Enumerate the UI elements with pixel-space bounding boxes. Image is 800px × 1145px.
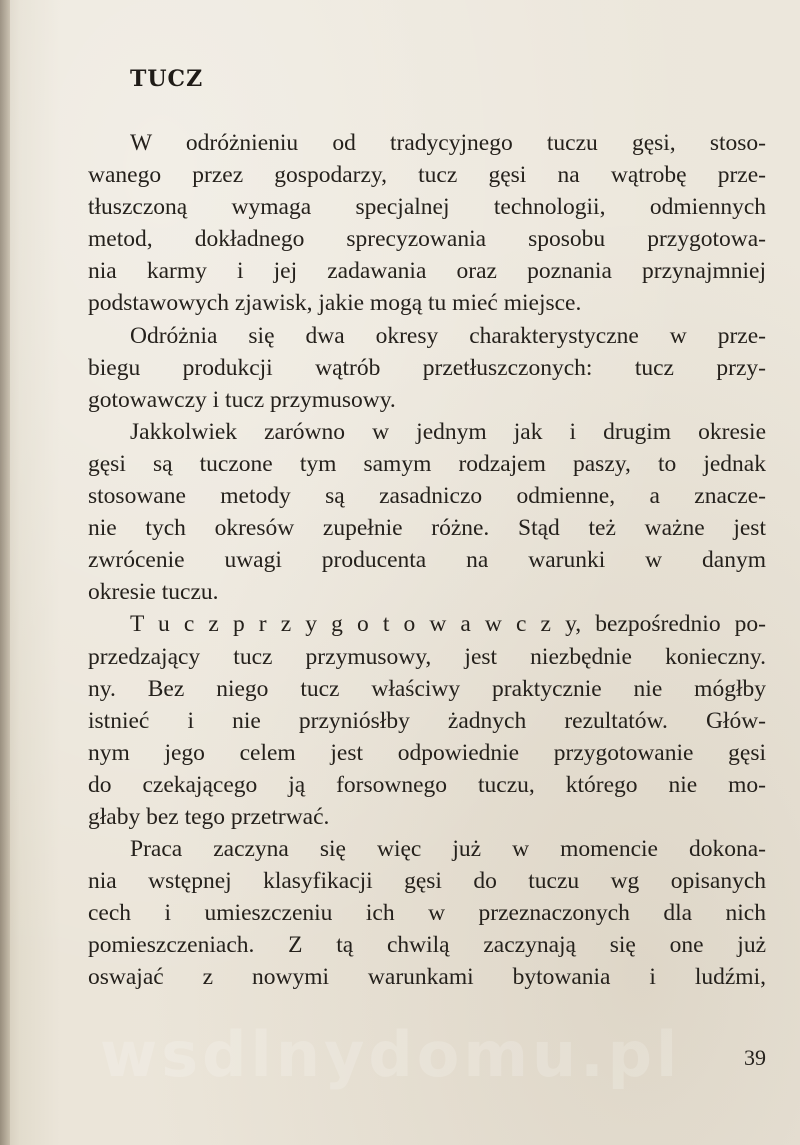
watermark: wsdlnydomu.pl — [100, 1018, 682, 1091]
text-line: Praca zaczyna się więc już w momencie dokona- — [130, 836, 766, 863]
text-line: zwrócenie uwagi producenta na warunki w danym — [88, 547, 766, 574]
text-line: wanego przez gospodarzy, tucz gęsi na wątrobę prze- — [88, 162, 766, 189]
chapter-heading: TUCZ — [130, 66, 204, 92]
page-number: 39 — [744, 1045, 766, 1070]
text-line: T u c z p r z y g o t o w a w c z y, bezpośrednio po- — [130, 611, 766, 638]
body-text — [88, 127, 766, 994]
text-line: tłuszczoną wymaga specjalnej technologii, odmiennych — [88, 194, 766, 221]
text-line: nia karmy i jej zadawania oraz poznania przynajmniej — [88, 258, 766, 285]
text-line: Jakkolwiek zarówno w jednym jak i drugim okresie — [130, 418, 766, 445]
text-line: stosowane metody są zasadniczo odmienne, a znacze- — [88, 483, 766, 510]
text-line: gotowawczy i tucz przymusowy. — [88, 386, 396, 413]
text-line: W odróżnieniu od tradycyjnego tuczu gęsi, stoso- — [130, 130, 766, 156]
text-line: podstawowych zjawisk, jakie mogą tu mieć miejsce. — [88, 290, 582, 317]
text-line: głaby bez tego przetrwać. — [88, 803, 330, 830]
text-line: cech i umieszczeniu ich w przeznaczonych dla nich — [88, 900, 766, 927]
text-line: do czekającego ją forsownego tuczu, którego nie mo- — [88, 771, 766, 798]
text-line: oswajać z nowymi warunkami bytowania i ludźmi, — [88, 964, 766, 991]
text-line: Odróżnia się dwa okresy charakterystyczne w prze- — [130, 322, 766, 349]
text-line: istnieć i nie przyniósłby żadnych rezultatów. Głów- — [88, 707, 766, 734]
book-spine-shadow — [0, 0, 10, 1145]
text-line: ny. Bez niego tucz właściwy praktycznie nie mógłby — [88, 675, 766, 702]
text-line: nie tych okresów zupełnie różne. Stąd też ważne jest — [88, 515, 766, 542]
text-line: biegu produkcji wątrób przetłuszczonych: tucz przy- — [88, 354, 766, 381]
text-line: nia wstępnej klasyfikacji gęsi do tuczu wg opisanych — [88, 868, 766, 895]
text-line: gęsi są tuczone tym samym rodzajem paszy, to jednak — [88, 450, 766, 477]
text-line: przedzający tucz przymusowy, jest niezbędnie konieczny. — [88, 643, 766, 670]
text-line: pomieszczeniach. Z tą chwilą zaczynają się one już — [88, 932, 766, 959]
text-line: nym jego celem jest odpowiednie przygotowanie gęsi — [88, 739, 766, 766]
text-line: okresie tuczu. — [88, 579, 219, 606]
text-line: metod, dokładnego sprecyzowania sposobu przygotowa- — [88, 226, 766, 253]
